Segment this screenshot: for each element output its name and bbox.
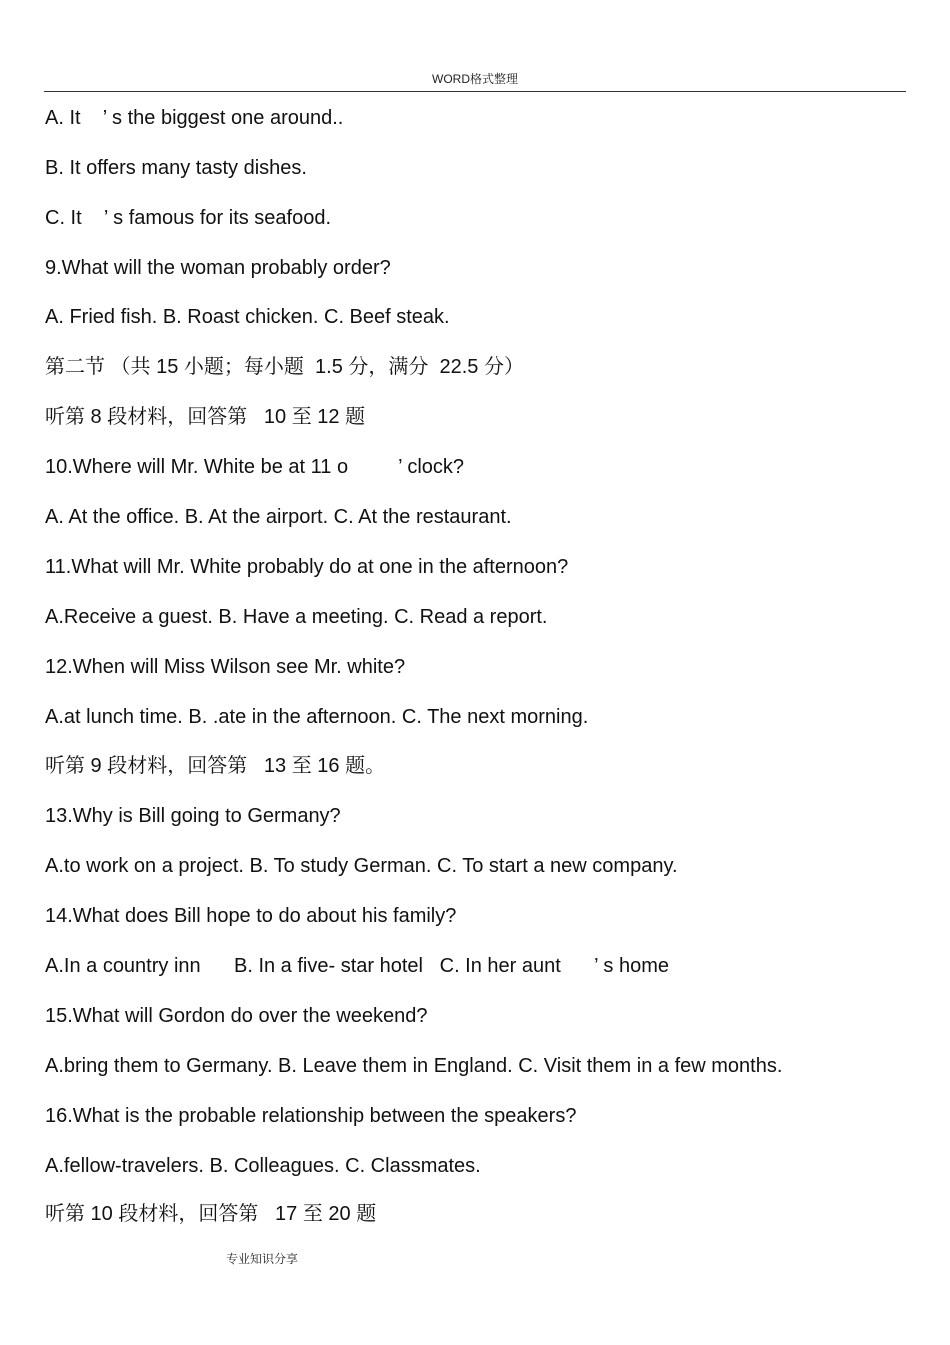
question-line: 10.Where will Mr. White be at 11 o ’ clock?: [45, 456, 465, 478]
question-line: 12.When will Miss Wilson see Mr. white?: [45, 656, 406, 678]
instruction-line: 听第 9 段材料，回答第 13 至 16 题。: [45, 755, 386, 777]
option-line: A.Receive a guest. B. Have a meeting. C. Read a report.: [45, 606, 548, 628]
option-line: A.at lunch time. B. .ate in the afternoon. C. The next morning.: [45, 706, 589, 728]
option-line: A.In a country inn B. In a five- star hotel C. In her aunt ’ s home: [45, 955, 669, 977]
page-footer: 专业知识分享: [226, 1252, 299, 1266]
header-divider: [44, 91, 906, 92]
question-line: 11.What will Mr. White probably do at one in the afternoon?: [45, 556, 569, 578]
instruction-line: 听第 10 段材料，回答第 17 至 20 题: [45, 1203, 377, 1225]
instruction-line: 听第 8 段材料，回答第 10 至 12 题: [45, 406, 366, 428]
question-line: 16.What is the probable relationship between the speakers?: [45, 1105, 577, 1127]
option-line: A.fellow-travelers. B. Colleagues. C. Classmates.: [45, 1155, 481, 1177]
option-line: A.bring them to Germany. B. Leave them in England. C. Visit them in a few months.: [45, 1055, 783, 1077]
option-line: A. At the office. B. At the airport. C. At the restaurant.: [45, 506, 512, 528]
option-line: A. It ’ s the biggest one around..: [45, 107, 344, 129]
question-line: 13.Why is Bill going to Germany?: [45, 805, 341, 827]
question-line: 15.What will Gordon do over the weekend?: [45, 1005, 428, 1027]
section-heading: 第二节 （共 15 小题；每小题 1.5 分，满分 22.5 分）: [45, 356, 524, 378]
option-line: C. It ’ s famous for its seafood.: [45, 207, 332, 229]
option-line: A. Fried fish. B. Roast chicken. C. Beef steak.: [45, 306, 450, 328]
question-line: 14.What does Bill hope to do about his family?: [45, 905, 457, 927]
option-line: A.to work on a project. B. To study German. C. To start a new company.: [45, 855, 678, 877]
page-header: WORD格式整理: [432, 72, 518, 86]
question-line: 9.What will the woman probably order?: [45, 257, 391, 279]
option-line: B. It offers many tasty dishes.: [45, 157, 307, 179]
